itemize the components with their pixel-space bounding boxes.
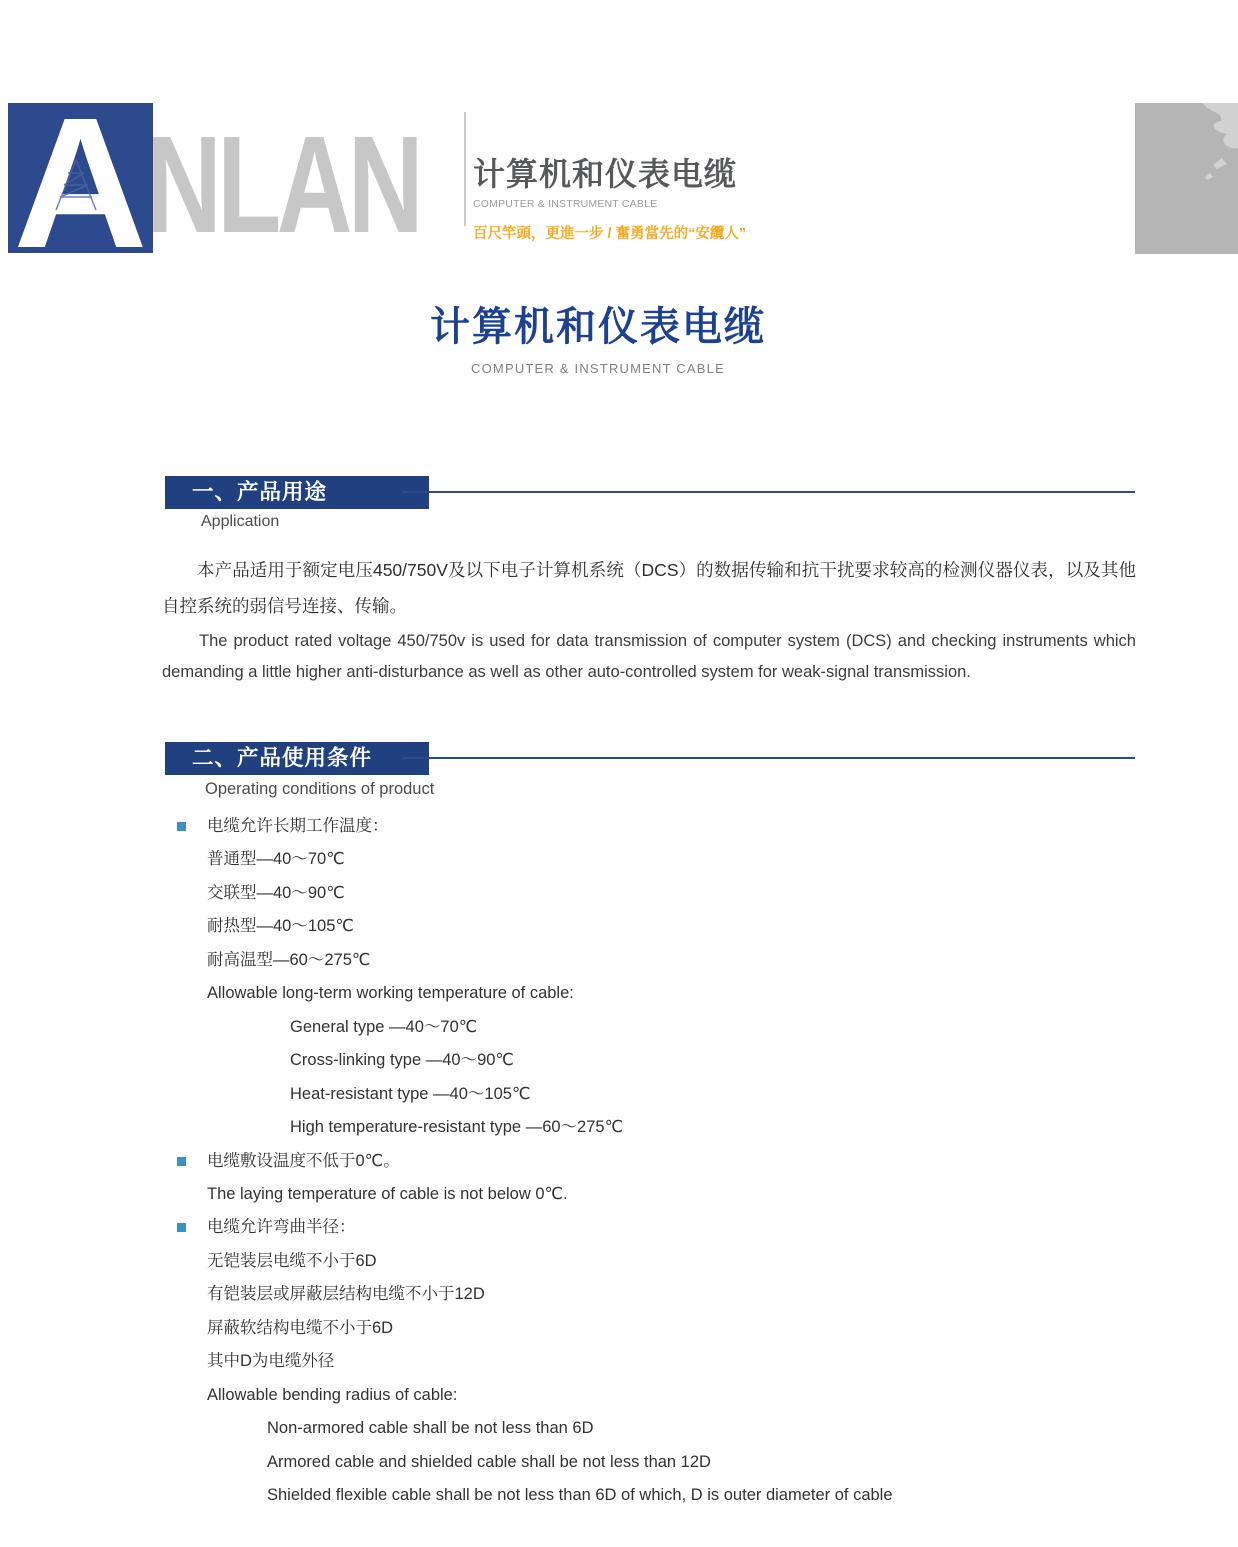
anlan-logo-square: [8, 103, 153, 253]
list-item: [162, 1379, 1162, 1412]
list-item: [162, 1211, 1162, 1244]
header-product-title-cn: 计算机和仪表电缆: [473, 156, 738, 192]
list-item: [162, 1178, 1162, 1211]
list-item: [162, 944, 1162, 977]
section2-heading-en: Operating conditions of product: [205, 780, 435, 798]
list-item-text: Allowable long-term working temperature of cable:: [207, 984, 574, 1003]
list-item-text: 其中D为电缆外径: [207, 1352, 335, 1371]
list-item: [162, 977, 1162, 1010]
list-item: [162, 1345, 1162, 1378]
list-item-text: 耐热型—40～105℃: [207, 917, 354, 936]
leaf-artwork-icon: [1135, 103, 1238, 254]
section1-heading: 一、产品用途: [165, 476, 429, 509]
list-item-text: Non-armored cable shall be not less than 6D: [267, 1419, 594, 1438]
logo-wordmark: NLAN: [146, 108, 420, 262]
list-item: [162, 1412, 1162, 1445]
header-product-title-en: COMPUTER & INSTRUMENT CABLE: [473, 198, 658, 210]
section1-rule: [402, 491, 1135, 493]
list-item-text: 无铠装层电缆不小于6D: [207, 1251, 377, 1270]
list-item: [162, 1111, 1162, 1144]
section1-heading-en: Application: [201, 513, 280, 530]
list-item: [162, 910, 1162, 943]
list-item: [162, 1078, 1162, 1111]
list-item-text: 交联型—40～90℃: [207, 883, 345, 902]
application-paragraph-cn: 本产品适用于额定电压450/750V及以下电子计算机系统（DCS）的数据传输和抗干扰要求较高的检测仪器仪表，以及其他自控系统的弱信号连接、传输。: [162, 560, 1136, 616]
section2-heading: 二、产品使用条件: [165, 742, 429, 775]
application-paragraph-en: The product rated voltage 450/750v is used for data transmission of computer system (DCS) and checking instruments which demanding a little higher anti-disturbance as well as other auto-controlled system for weak-signal transmission.: [162, 632, 1136, 681]
doc-title-en: COMPUTER & INSTRUMENT CABLE: [471, 361, 725, 376]
list-item-text: General type —40～70℃: [290, 1017, 478, 1036]
list-item-text: Cross-linking type —40～90℃: [290, 1051, 514, 1070]
header-divider: [464, 112, 466, 226]
header-title-block: [473, 149, 746, 243]
list-item: [162, 1044, 1162, 1077]
list-item: [162, 1278, 1162, 1311]
doc-title-cn: 计算机和仪表电缆: [430, 305, 766, 349]
bullet-square-icon: [177, 822, 186, 831]
list-item: [162, 1446, 1162, 1479]
list-item-text: 有铠装层或屏蔽层结构电缆不小于12D: [207, 1285, 485, 1304]
list-item-text: 屏蔽软结构电缆不小于6D: [207, 1318, 394, 1337]
list-item: [162, 1312, 1162, 1345]
list-item-text: 电缆允许弯曲半径：: [207, 1218, 356, 1237]
list-item-text: 电缆敷设温度不低于0℃。: [207, 1151, 400, 1170]
corner-photo-placeholder: [1135, 103, 1238, 254]
logo-letter-a: A: [13, 103, 148, 253]
list-item-text: Shielded flexible cable shall be not less than 6D of which, D is outer diameter of cable: [267, 1486, 893, 1505]
list-item: [162, 810, 1162, 843]
list-item-text: 普通型—40～70℃: [207, 850, 345, 869]
list-item: [162, 1245, 1162, 1278]
list-item: [162, 1479, 1162, 1512]
list-item: [162, 843, 1162, 876]
conditions-list: [162, 810, 1162, 1513]
list-item-text: The laying temperature of cable is not below 0℃.: [207, 1184, 568, 1203]
pylon-sketch-icon: [46, 155, 116, 215]
list-item: [162, 1145, 1162, 1178]
list-item-text: Allowable bending radius of cable:: [207, 1385, 458, 1404]
list-item-text: High temperature-resistant type —60～275℃: [290, 1118, 624, 1137]
list-item-text: Heat-resistant type —40～105℃: [290, 1084, 531, 1103]
list-item-text: 电缆允许长期工作温度：: [207, 817, 389, 835]
doc-title-block: [0, 295, 1196, 376]
section2-rule: [402, 757, 1135, 759]
bullet-square-icon: [177, 1157, 186, 1166]
list-item-text: 耐高温型—60～275℃: [207, 950, 371, 969]
header-tagline: 百尺竿頭，更進一步 / 奮勇當先的“安纜人”: [473, 226, 747, 242]
list-item: [162, 877, 1162, 910]
list-item-text: Armored cable and shielded cable shall be not less than 12D: [267, 1452, 711, 1471]
bullet-square-icon: [177, 1223, 186, 1232]
list-item: [162, 1011, 1162, 1044]
